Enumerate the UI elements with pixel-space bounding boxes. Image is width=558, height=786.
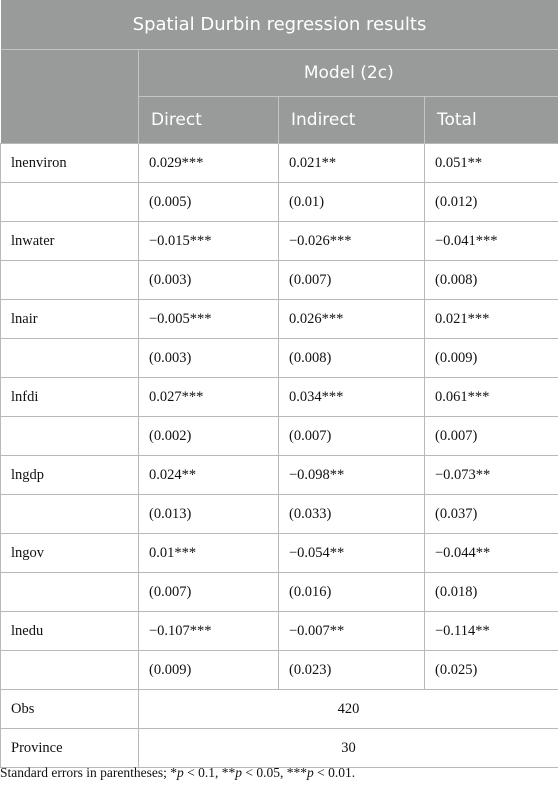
coefficient-cell: −0.026*** xyxy=(279,222,425,261)
standard-error-cell: (0.016) xyxy=(279,573,425,612)
coefficient-cell: 0.027*** xyxy=(139,378,279,417)
province-label: Province xyxy=(1,729,139,768)
province-value: 30 xyxy=(139,729,558,768)
coefficient-cell: −0.073** xyxy=(425,456,558,495)
coefficient-cell: 0.01*** xyxy=(139,534,279,573)
coefficient-cell: −0.005*** xyxy=(139,300,279,339)
variable-name-cell: lngov xyxy=(1,534,139,573)
coefficient-cell: 0.034*** xyxy=(279,378,425,417)
variable-name-cell: lnfdi xyxy=(1,378,139,417)
footnote-threshold-2: < 0.05, *** xyxy=(241,765,307,780)
standard-error-cell: (0.007) xyxy=(139,573,279,612)
coefficient-cell: 0.021** xyxy=(279,144,425,183)
standard-error-cell: (0.023) xyxy=(279,651,425,690)
variable-name-cell: lnedu xyxy=(1,612,139,651)
blank-cell xyxy=(1,261,139,300)
table-row xyxy=(1,573,558,612)
standard-error-cell: (0.003) xyxy=(139,339,279,378)
footnote-prefix: Standard errors in parentheses; * xyxy=(0,765,177,780)
coefficient-cell: 0.051** xyxy=(425,144,558,183)
obs-label: Obs xyxy=(1,690,139,729)
standard-error-cell: (0.025) xyxy=(425,651,558,690)
standard-error-cell: (0.007) xyxy=(279,261,425,300)
blank-cell xyxy=(1,495,139,534)
table-row xyxy=(1,378,558,417)
standard-error-cell: (0.037) xyxy=(425,495,558,534)
table-row xyxy=(1,417,558,456)
coefficient-cell: −0.044** xyxy=(425,534,558,573)
standard-error-cell: (0.018) xyxy=(425,573,558,612)
standard-error-cell: (0.009) xyxy=(139,651,279,690)
table-title: Spatial Durbin regression results xyxy=(1,0,558,50)
standard-error-cell: (0.009) xyxy=(425,339,558,378)
table-footnote xyxy=(0,765,355,781)
blank-cell xyxy=(1,183,139,222)
coefficient-cell: 0.029*** xyxy=(139,144,279,183)
coefficient-cell: −0.015*** xyxy=(139,222,279,261)
standard-error-cell: (0.01) xyxy=(279,183,425,222)
footnote-threshold-3: < 0.01. xyxy=(313,765,356,780)
table-row xyxy=(1,222,558,261)
blank-cell xyxy=(1,417,139,456)
standard-error-cell: (0.033) xyxy=(279,495,425,534)
footnote-p3: p xyxy=(306,765,314,780)
coefficient-cell: −0.107*** xyxy=(139,612,279,651)
standard-error-cell: (0.002) xyxy=(139,417,279,456)
blank-cell xyxy=(1,339,139,378)
table-row xyxy=(1,261,558,300)
standard-error-cell: (0.012) xyxy=(425,183,558,222)
table-row xyxy=(1,495,558,534)
standard-error-cell: (0.005) xyxy=(139,183,279,222)
footnote-p2: p xyxy=(235,765,242,780)
table-row xyxy=(1,144,558,183)
standard-error-cell: (0.003) xyxy=(139,261,279,300)
standard-error-cell: (0.007) xyxy=(279,417,425,456)
column-header-direct: Direct xyxy=(139,97,279,144)
variable-name-cell: lnenviron xyxy=(1,144,139,183)
variable-name-cell: lnwater xyxy=(1,222,139,261)
table-row xyxy=(1,300,558,339)
model-header: Model (2c) xyxy=(139,50,558,97)
footnote-p1: p xyxy=(176,765,184,780)
obs-value: 420 xyxy=(139,690,558,729)
table-row xyxy=(1,456,558,495)
table-row xyxy=(1,534,558,573)
coefficient-cell: −0.041*** xyxy=(425,222,558,261)
column-header-total: Total xyxy=(425,97,558,144)
coefficient-cell: 0.061*** xyxy=(425,378,558,417)
table-row xyxy=(1,690,558,729)
blank-cell xyxy=(1,573,139,612)
header-blank-cell xyxy=(1,50,139,144)
variable-name-cell: lnair xyxy=(1,300,139,339)
table-body xyxy=(1,144,558,768)
coefficient-cell: 0.021*** xyxy=(425,300,558,339)
variable-name-cell: lngdp xyxy=(1,456,139,495)
coefficient-cell: −0.007** xyxy=(279,612,425,651)
coefficient-cell: 0.026*** xyxy=(279,300,425,339)
column-header-indirect: Indirect xyxy=(279,97,425,144)
table-row xyxy=(1,183,558,222)
standard-error-cell: (0.008) xyxy=(425,261,558,300)
coefficient-cell: 0.024** xyxy=(139,456,279,495)
table-row xyxy=(1,651,558,690)
footnote-threshold-1: < 0.1, ** xyxy=(183,765,236,780)
standard-error-cell: (0.013) xyxy=(139,495,279,534)
table-row xyxy=(1,612,558,651)
blank-cell xyxy=(1,651,139,690)
table-row xyxy=(1,339,558,378)
standard-error-cell: (0.008) xyxy=(279,339,425,378)
table-row xyxy=(1,729,558,768)
coefficient-cell: −0.054** xyxy=(279,534,425,573)
coefficient-cell: −0.098** xyxy=(279,456,425,495)
standard-error-cell: (0.007) xyxy=(425,417,558,456)
coefficient-cell: −0.114** xyxy=(425,612,558,651)
